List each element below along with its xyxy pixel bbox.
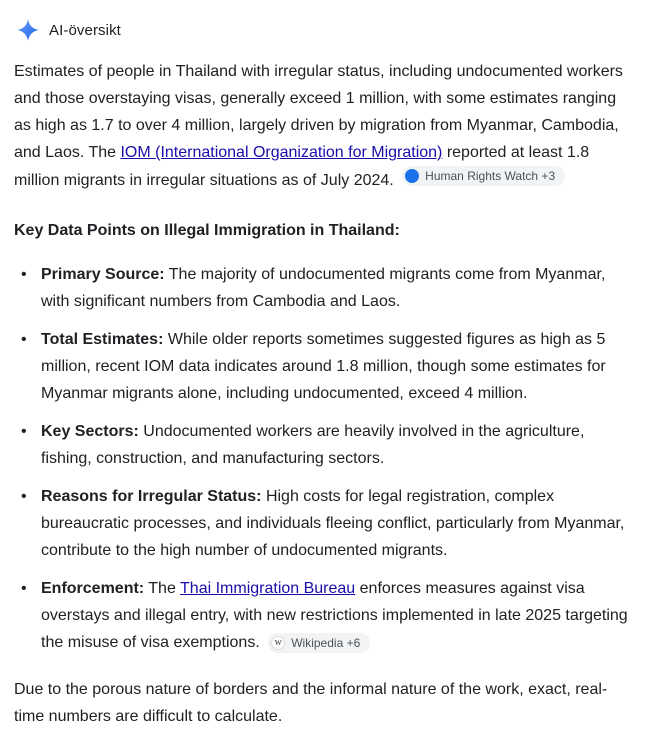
- source-favicon-icon: [405, 169, 419, 183]
- intro-text-before: Estimates of people in Thailand with irregular status, including undocumented workers and those overstaying visas, generally exceed 1 million, with some estimates ranging as high as 1.7 to over 4 million, largely driven by migration from Myanmar, Cambodia, and Laos. The: [14, 63, 623, 161]
- thai-immigration-bureau-link[interactable]: Thai Immigration Bureau: [180, 580, 356, 597]
- intro-text-after: reported at least 1.8 million migrants in irregular situations as of July 2024.: [14, 144, 590, 189]
- ai-overview-title: AI-översikt: [49, 21, 121, 39]
- source-chip-label: Human Rights Watch +3: [425, 169, 556, 183]
- source-chip-human-rights-watch[interactable]: [402, 166, 565, 186]
- bullet-text: Undocumented workers are heavily involved in the agriculture, fishing, construction, and manufacturing sectors.: [41, 423, 585, 467]
- section-heading: Key Data Points on Illegal Immigration in Thailand:: [14, 222, 400, 239]
- list-item-key-sectors: [14, 418, 631, 472]
- iom-link[interactable]: IOM (International Organization for Migration): [120, 144, 443, 161]
- bullet-label: Key Sectors:: [41, 423, 139, 440]
- gemini-sparkle-icon: [16, 18, 40, 42]
- list-item-reasons-irregular-status: [14, 483, 631, 564]
- bullet-text: The majority of undocumented migrants come from Myanmar, with significant numbers from Cambodia and Laos.: [41, 266, 606, 310]
- bullet-label: Enforcement:: [41, 580, 145, 597]
- source-chip-label: Wikipedia +6: [291, 636, 361, 650]
- footer-paragraph: Due to the porous nature of borders and the informal nature of the work, exact, real-time numbers are difficult to calculate.: [14, 681, 608, 725]
- list-item-total-estimates: [14, 326, 631, 407]
- bullet-label: Primary Source:: [41, 266, 165, 283]
- list-item-enforcement: [14, 575, 631, 656]
- source-chip-wikipedia[interactable]: [268, 633, 370, 653]
- bullet-label: Total Estimates:: [41, 331, 164, 348]
- key-points-list: [14, 261, 631, 656]
- ai-overview-header: [14, 14, 631, 44]
- wikipedia-favicon-icon: w: [271, 636, 285, 650]
- bullet-label: Reasons for Irregular Status:: [41, 488, 262, 505]
- bullet-text-after: enforces measures against visa overstays and illegal entry, with new restrictions implemented in late 2025 targeting the misuse of visa exemptions.: [41, 580, 628, 651]
- intro-paragraph: [14, 58, 631, 194]
- bullet-text: While older reports sometimes suggested figures as high as 5 million, recent IOM data indicates around 1.8 million, though some estimates for Myanmar migrants alone, including undocumented, exceed 4 million.: [41, 331, 606, 402]
- bullet-text-before: The: [144, 580, 181, 597]
- bullet-text: High costs for legal registration, complex bureaucratic processes, and individuals fleeing conflict, particularly from Myanmar, contribute to the high number of undocumented migrants.: [41, 488, 625, 559]
- list-item-primary-source: [14, 261, 631, 315]
